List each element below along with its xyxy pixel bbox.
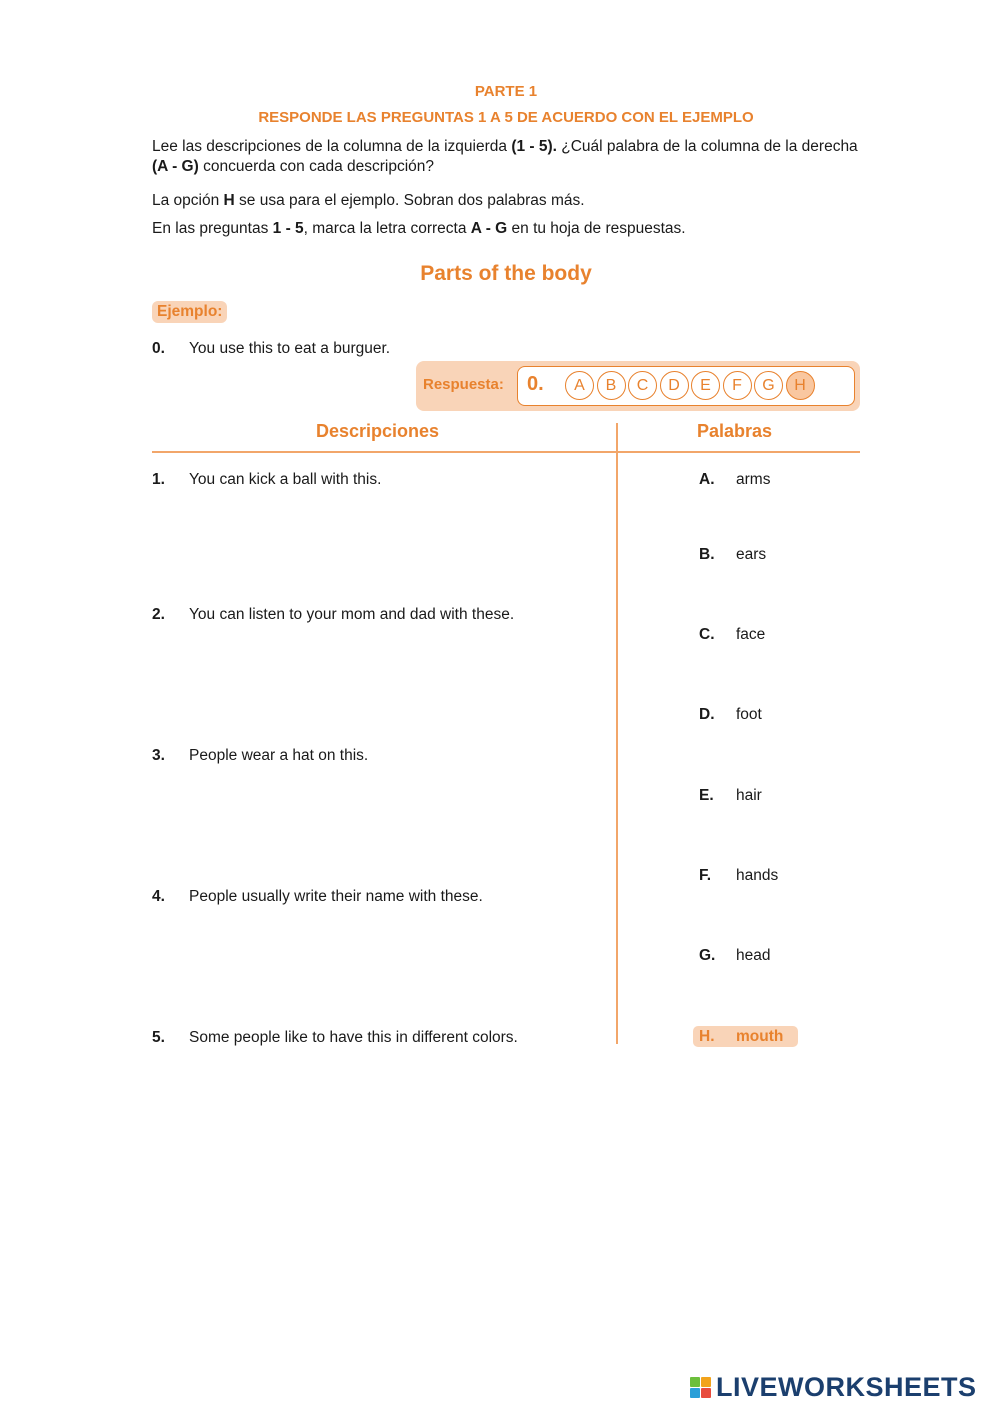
part-heading: PARTE 1 [474, 83, 538, 100]
column-divider [616, 423, 618, 1044]
word-option: face [736, 626, 766, 643]
part-subtitle: RESPONDE LAS PREGUNTAS 1 A 5 DE ACUERDO CON EL EJEMPLO [258, 109, 754, 126]
instr-bold: 1 - 5 [272, 220, 304, 237]
logo-block [701, 1377, 711, 1387]
header-divider [152, 451, 860, 453]
word-option: arms [736, 471, 771, 488]
question-number: 1. [152, 471, 165, 488]
logo-block [690, 1377, 700, 1387]
question-number: 4. [152, 888, 165, 905]
bubble-option-b[interactable]: B [597, 371, 626, 400]
answer-bubbles [565, 371, 815, 400]
word-letter: F. [699, 867, 712, 884]
instr-text: Lee las descripciones de la columna de la izquierda [152, 138, 512, 155]
question-text: You can kick a ball with this. [189, 471, 382, 488]
logo-text: LIVEWORKSHEETS [716, 1372, 977, 1402]
word-letter: B. [699, 546, 715, 563]
bubble-option-h-selected[interactable]: H [786, 371, 815, 400]
answer-number: 0. [527, 373, 544, 395]
bubble-option-c[interactable]: C [628, 371, 657, 400]
instr-text: La opción [152, 192, 224, 209]
instr-text: se usa para el ejemplo. Sobran dos palabras más. [234, 192, 585, 209]
question-number: 2. [152, 606, 165, 623]
question-text: Some people like to have this in different colors. [189, 1029, 518, 1046]
bubble-option-e[interactable]: E [691, 371, 720, 400]
example-text: You use this to eat a burguer. [189, 340, 391, 357]
descriptions-header: Descripciones [316, 421, 440, 441]
word-option: hands [736, 867, 779, 884]
word-letter: A. [699, 471, 715, 488]
question-number: 3. [152, 747, 165, 764]
word-option: ears [736, 546, 767, 563]
question-text: People usually write their name with these. [189, 888, 483, 905]
word-letter-example: H. [699, 1028, 715, 1045]
word-option: head [736, 947, 771, 964]
logo-block [701, 1388, 711, 1398]
instr-text: en tu hoja de respuestas. [507, 220, 686, 237]
instructions-paragraph-3 [152, 219, 872, 239]
instructions-paragraph-2 [152, 191, 872, 211]
word-option-example: mouth [736, 1028, 784, 1045]
bubble-option-f[interactable]: F [723, 371, 752, 400]
instr-bold: A - G [470, 220, 508, 237]
instr-bold: (A - G) [152, 158, 199, 175]
liveworksheets-logo [690, 1372, 977, 1403]
bubble-option-g[interactable]: G [754, 371, 783, 400]
word-letter: D. [699, 706, 715, 723]
question-number: 5. [152, 1029, 165, 1046]
example-label: Ejemplo: [152, 301, 227, 323]
logo-block [690, 1388, 700, 1398]
question-text: You can listen to your mom and dad with these. [189, 606, 515, 623]
instr-text: , marca la letra correcta [303, 220, 471, 237]
word-letter: C. [699, 626, 715, 643]
bubble-option-d[interactable]: D [660, 371, 689, 400]
logo-blocks-icon [690, 1377, 711, 1398]
instr-bold: (1 - 5). [511, 138, 557, 155]
instr-text: En las preguntas [152, 220, 273, 237]
word-letter: G. [699, 947, 716, 964]
bubble-option-a[interactable]: A [565, 371, 594, 400]
instr-text: concuerda con cada descripción? [198, 158, 435, 175]
instr-bold: H [223, 192, 235, 209]
word-letter: E. [699, 787, 714, 804]
word-option: foot [736, 706, 762, 723]
words-header: Palabras [697, 421, 773, 441]
instructions-paragraph-1 [152, 137, 872, 177]
word-option: hair [736, 787, 762, 804]
answer-label: Respuesta: [423, 376, 504, 393]
question-text: People wear a hat on this. [189, 747, 369, 764]
example-number: 0. [152, 340, 165, 357]
page-title: Parts of the body [420, 262, 592, 285]
instr-text: ¿Cuál palabra de la columna de la derecha [556, 138, 858, 155]
